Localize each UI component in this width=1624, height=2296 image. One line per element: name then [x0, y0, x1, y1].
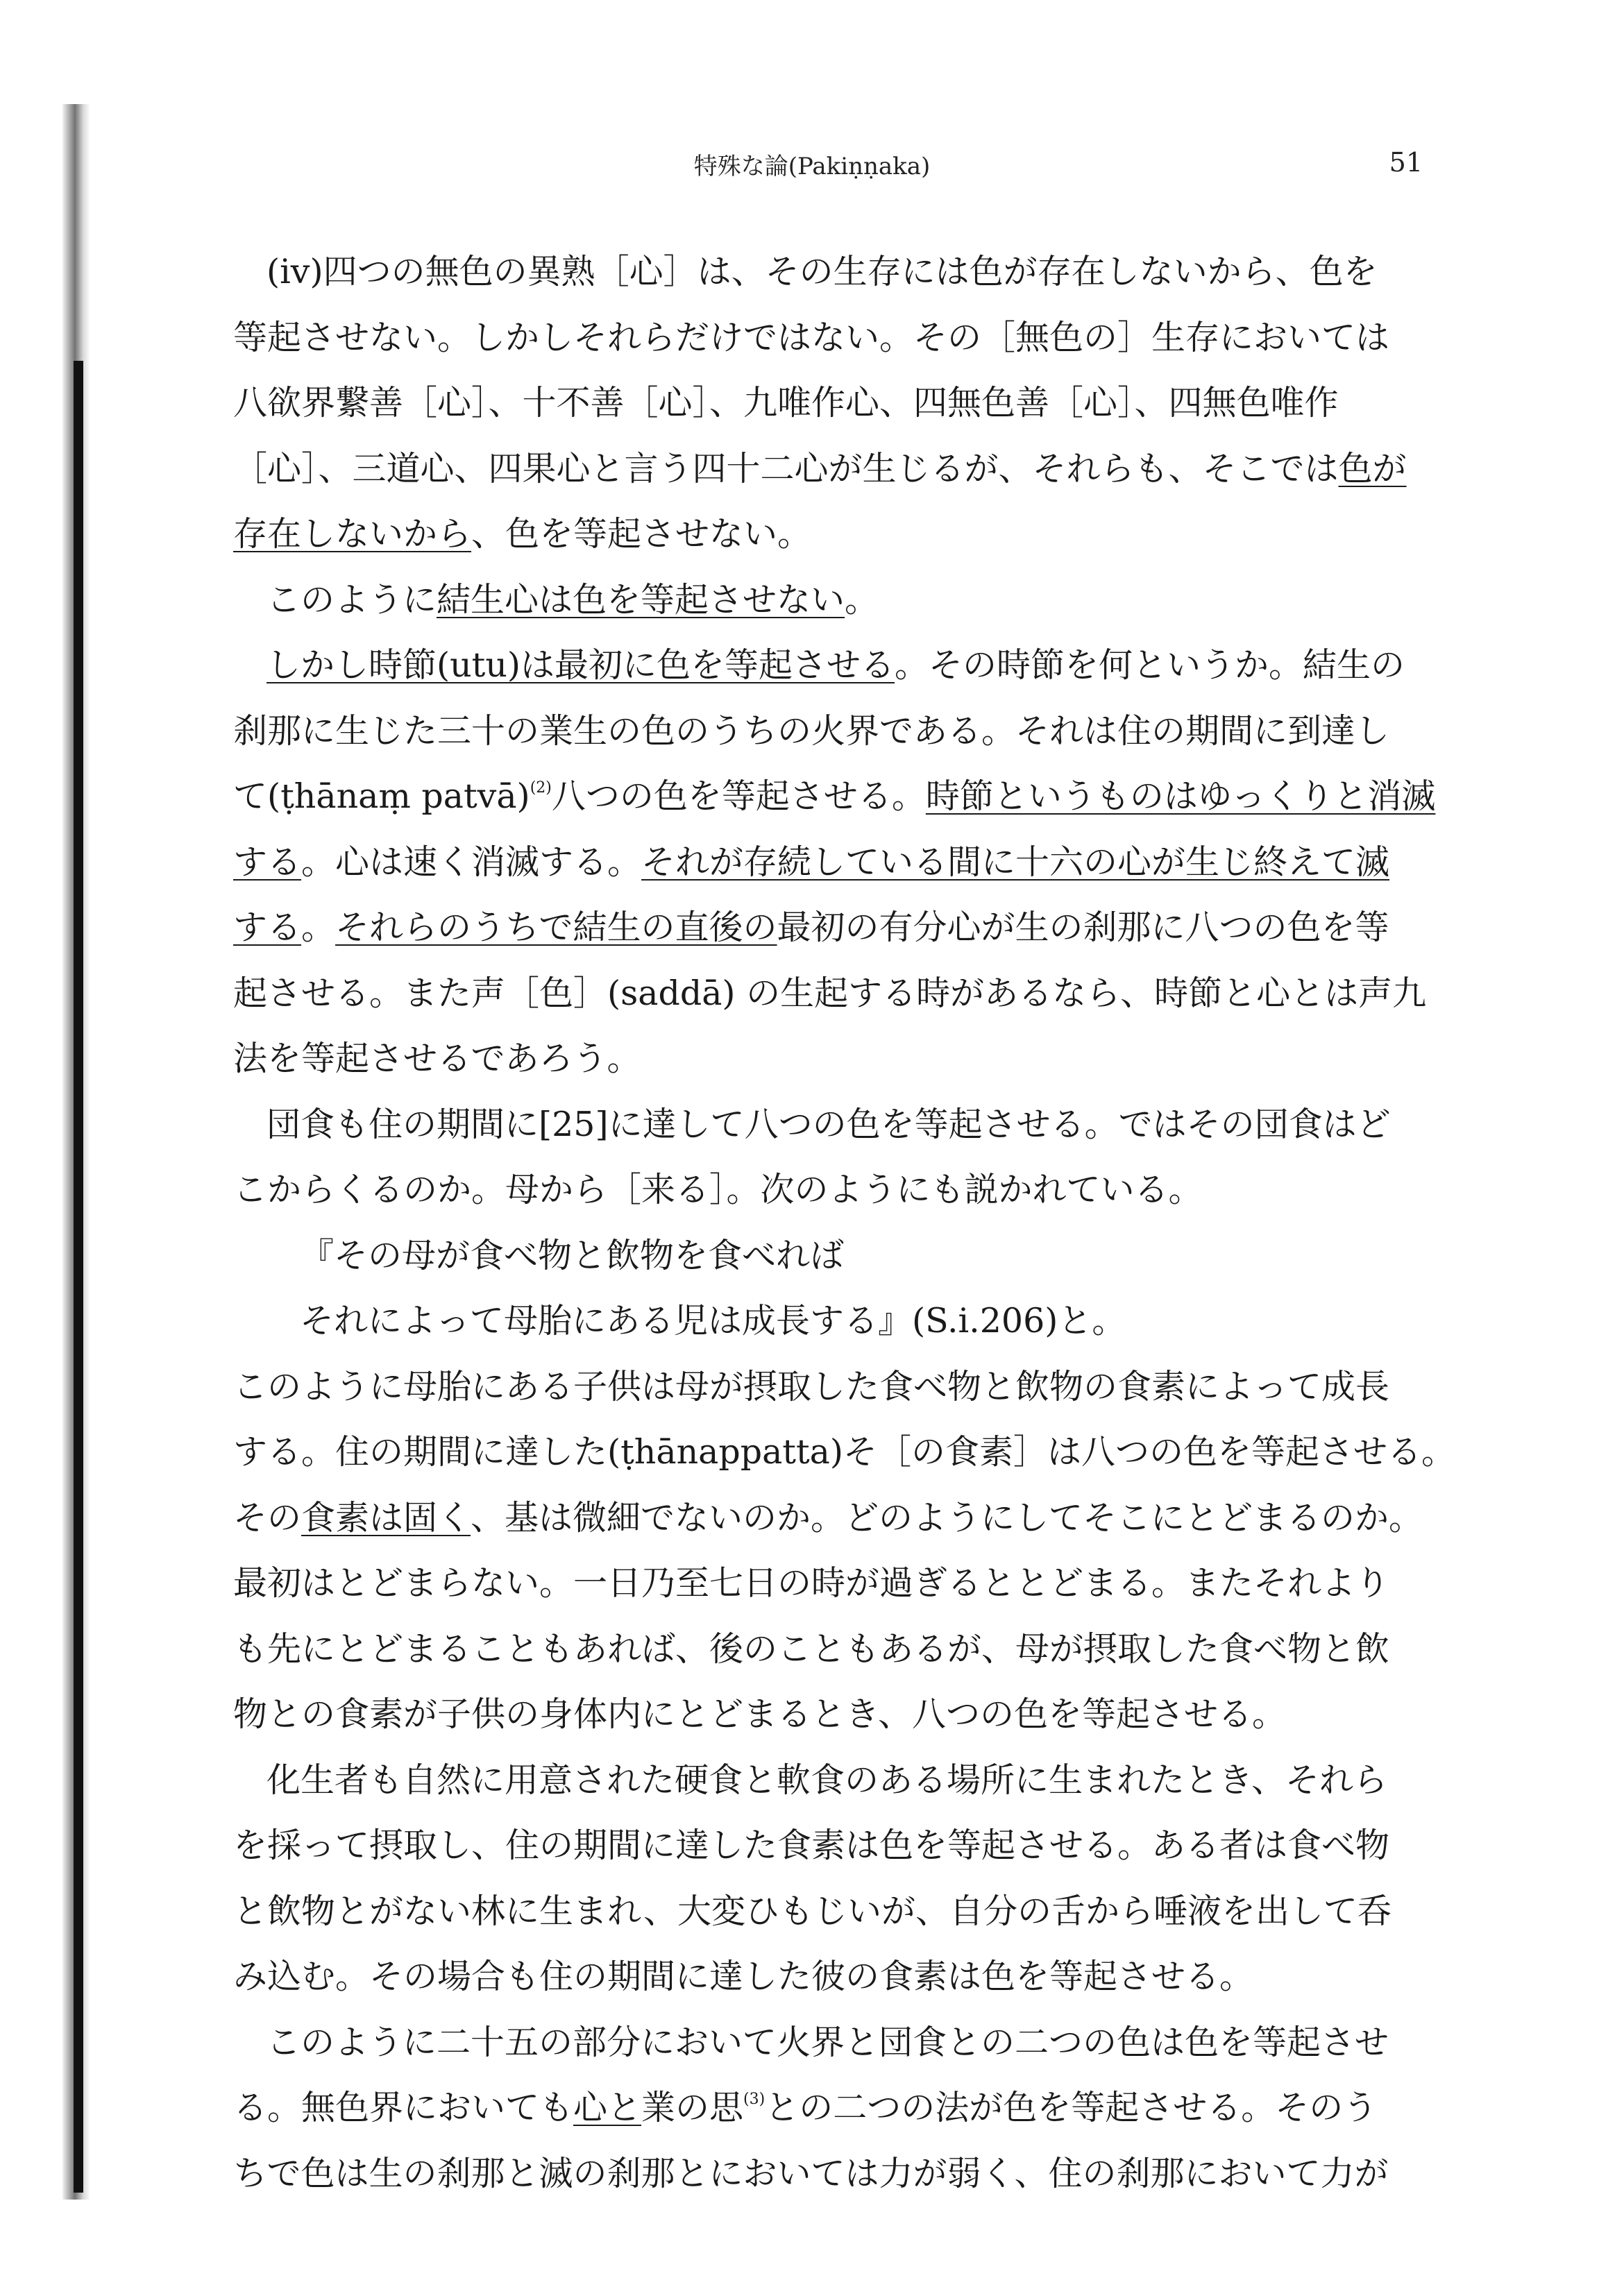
text-line: 起させる。また声［色］(saddā) の生起する時があるなら、時節と心とは声九 [233, 973, 1427, 1013]
text-line: このように二十五の部分において火界と団食との二つの色は色を等起させ [267, 2022, 1389, 2062]
text-line: 法を等起させるであろう。 [233, 1039, 641, 1078]
text-line: しかし時節(utu)は最初に色を等起させる。その時節を何というか。結生の [267, 645, 1405, 685]
text-line: その食素は固く、基は微細でないのか。どのようにしてそこにとどまるのか。 [233, 1497, 1423, 1538]
page-body [233, 239, 1456, 2206]
text-line: する。それらのうちで結生の直後の最初の有分心が生の刹那に八つの色を等 [233, 908, 1389, 947]
running-title: 特殊な論(Pakiṇṇaka) [693, 153, 931, 180]
underlined-text: しかし時節(utu)は最初に色を等起させる [267, 645, 895, 685]
underlined-text: する [233, 842, 302, 882]
text-line: 等起させない。しかしそれらだけではない。その［無色の］生存においては [233, 317, 1390, 357]
footnote-marker: (3) [743, 2091, 766, 2108]
text-line: このように母胎にある子供は母が摂取した食べ物と飲物の食素によって成長 [233, 1366, 1390, 1406]
text-line: 団食も住の期間に[25]に達して八つの色を等起させる。ではその団食はど [267, 1104, 1391, 1144]
text-line: も先にとどまることもあれば、後のこともあるが、母が摂取した食べ物と飲 [233, 1629, 1390, 1669]
quote-line: それによって母胎にある児は成長する』(S.i.206)と。 [300, 1301, 1126, 1341]
text-line: ［心］、三道心、四果心と言う四十二心が生じるが、それらも、そこでは色が [233, 448, 1407, 488]
text-line: て(ṭhānaṃ patvā)$^{(2)}$八つの色を等起させる。時節というものはゆっくりと消滅 [233, 776, 1436, 816]
text-line: る。無色界においても心と業の思$^{(3)}$との二つの法が色を等起させる。そのう [233, 2088, 1378, 2127]
text-line: 化生者も自然に用意された硬食と軟食のある場所に生まれたとき、それら [267, 1760, 1388, 1800]
text-line: 最初はとどまらない。一日乃至七日の時が過ぎるととどまる。またそれより [233, 1563, 1390, 1603]
text-line: 物との食素が子供の身体内にとどまるとき、八つの色を等起させる。 [233, 1694, 1287, 1734]
text-line: み込む。その場合も住の期間に達した彼の食素は色を等起させる。 [233, 1957, 1254, 1996]
text-line: このように結生心は色を等起させない。 [267, 579, 879, 620]
text-line: 刹那に生じた三十の業生の色のうちの火界である。それは住の期間に到達し [233, 711, 1390, 751]
underlined-text: それが存続している間に十六の心が生じ終えて滅 [641, 842, 1390, 882]
text-line: 八欲界繋善［心］、十不善［心］、九唯作心、四無色善［心］、四無色唯作 [233, 383, 1339, 423]
text-line: (iv)四つの無色の異熟［心］は、その生存には色が存在しないから、色を [267, 252, 1378, 291]
underlined-text: それらのうちで結生の直後の [335, 908, 777, 947]
text-line: する。住の期間に達した(ṭhānappatta)そ［の食素］は八つの色を等起させる。 [233, 1432, 1456, 1472]
underlined-text: 色が [1338, 448, 1407, 488]
underlined-text: 結生心は色を等起させない [437, 579, 845, 620]
page-number: 51 [1389, 147, 1423, 178]
text-line: を採って摂取し、住の期間に達した食素は色を等起させる。ある者は食べ物 [233, 1826, 1390, 1865]
quote-line: 『その母が食べ物と飲物を食べれば [300, 1235, 845, 1275]
binding-edge [74, 361, 83, 2193]
text-line: こからくるのか。母から［来る］。次のようにも説かれている。 [233, 1170, 1203, 1209]
underlined-text: 時節というものはゆっくりと消滅 [925, 776, 1436, 816]
text-line: と飲物とがない林に生まれ、大変ひもじいが、自分の舌から唾液を出して呑 [233, 1891, 1392, 1931]
underlined-text: 存在しないから [233, 514, 472, 554]
underlined-text: 食素は固く [301, 1497, 471, 1538]
text-line: ちで色は生の刹那と滅の刹那とにおいては力が弱く、住の刹那において力が [233, 2153, 1389, 2193]
text-line: する。心は速く消滅する。それが存続している間に十六の心が生じ終えて滅 [233, 842, 1390, 882]
underlined-text: 心と [573, 2088, 642, 2127]
footnote-marker: (2) [530, 779, 552, 797]
underlined-text: する [233, 908, 302, 947]
text-line: 存在しないから、色を等起させない。 [233, 514, 812, 554]
